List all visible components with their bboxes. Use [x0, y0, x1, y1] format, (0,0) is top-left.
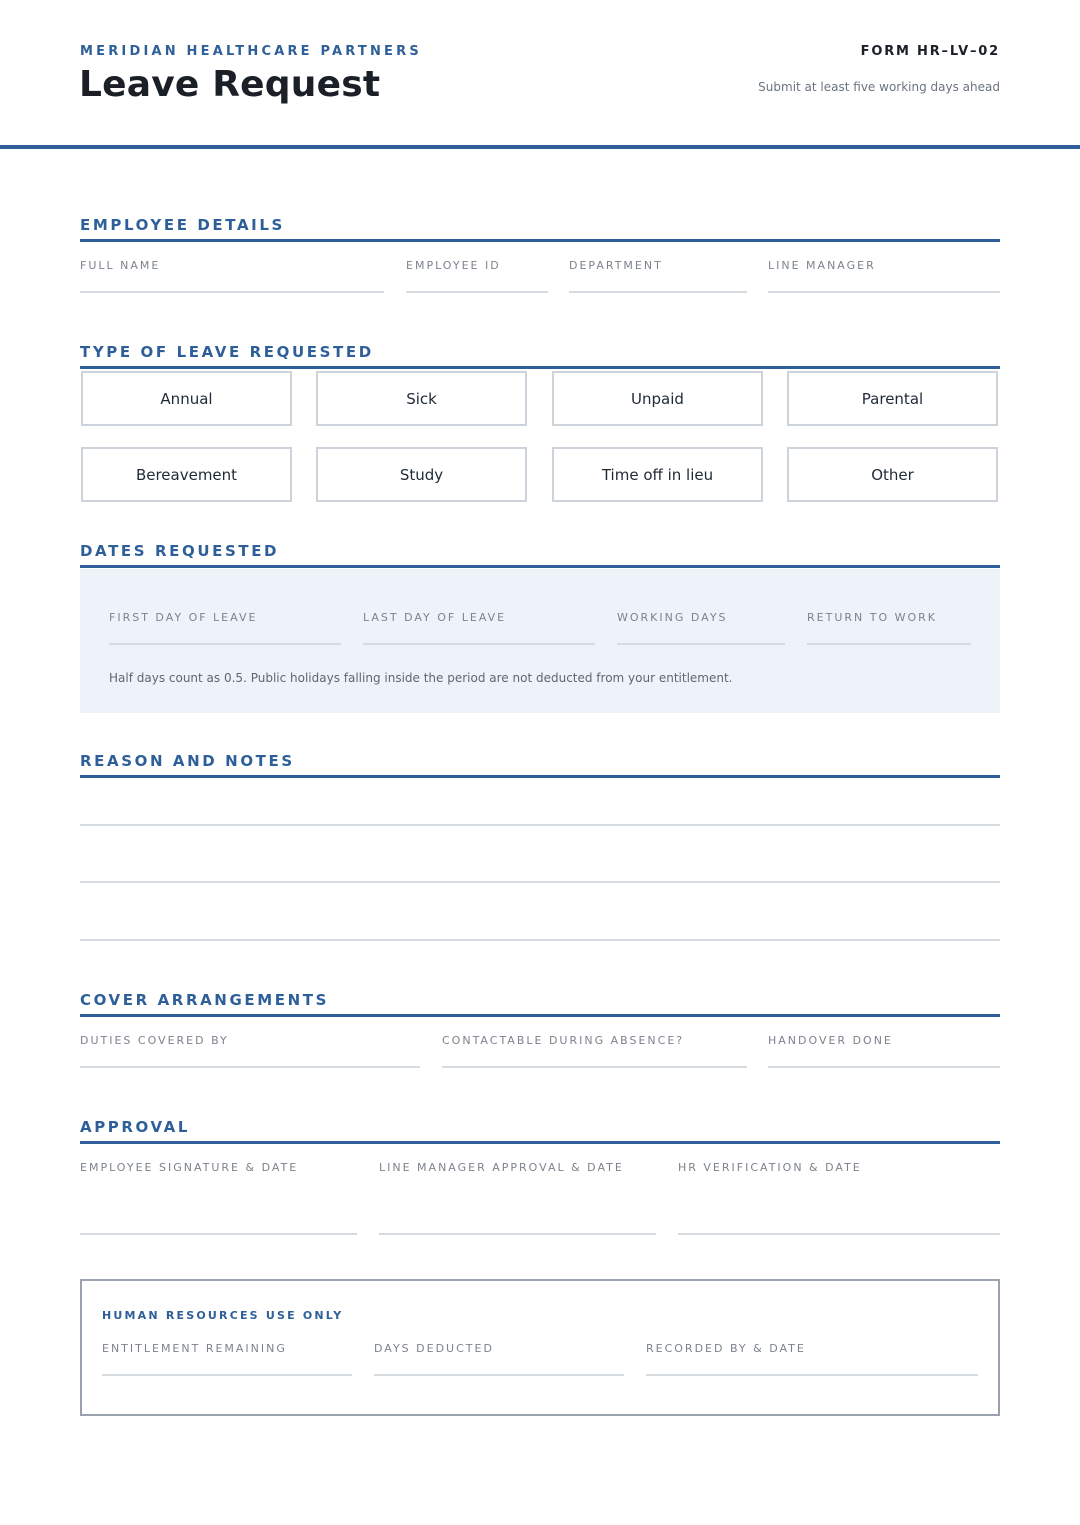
field-label: FULL NAME	[80, 259, 161, 272]
section-divider	[80, 775, 1000, 778]
header-divider	[0, 145, 1080, 149]
field-label: EMPLOYEE ID	[406, 259, 501, 272]
field-label: CONTACTABLE DURING ABSENCE?	[442, 1034, 685, 1047]
reason-writing-line[interactable]	[80, 939, 1000, 941]
input-line	[646, 1374, 978, 1376]
dates-panel	[80, 569, 1000, 713]
input-line	[363, 643, 595, 645]
reason-writing-line[interactable]	[80, 881, 1000, 883]
field-label: RECORDED BY & DATE	[646, 1342, 806, 1355]
field-label: WORKING DAYS	[617, 611, 728, 624]
input-line	[102, 1374, 352, 1376]
field-label: DAYS DEDUCTED	[374, 1342, 494, 1355]
input-line	[617, 643, 785, 645]
section-title-approval: APPROVAL	[80, 1118, 191, 1136]
leave-option-unpaid[interactable]: Unpaid	[552, 371, 763, 426]
signature-line	[80, 1233, 357, 1235]
return-to-work-field[interactable]	[807, 611, 971, 624]
manager-approval-field[interactable]	[379, 1161, 656, 1174]
hr-verification-field[interactable]	[678, 1161, 1000, 1174]
leave-option-toil[interactable]: Time off in lieu	[552, 447, 763, 502]
duties-covered-by-field[interactable]	[80, 1034, 420, 1047]
field-label: LAST DAY OF LEAVE	[363, 611, 507, 624]
leave-option-bereavement[interactable]: Bereavement	[81, 447, 292, 502]
line-manager-field[interactable]	[768, 259, 1000, 272]
section-divider	[80, 1014, 1000, 1017]
employee-signature-field[interactable]	[80, 1161, 357, 1174]
input-line	[442, 1066, 747, 1068]
section-title-employee-details: EMPLOYEE DETAILS	[80, 216, 285, 234]
form-header	[0, 0, 1080, 146]
form-code: FORM HR–LV–02	[860, 44, 1000, 59]
field-label: ENTITLEMENT REMAINING	[102, 1342, 287, 1355]
leave-option-annual[interactable]: Annual	[81, 371, 292, 426]
input-line	[406, 291, 548, 293]
input-line	[768, 291, 1000, 293]
days-deducted-field[interactable]	[374, 1342, 624, 1355]
input-line	[109, 643, 341, 645]
field-label: LINE MANAGER APPROVAL & DATE	[379, 1161, 624, 1174]
leave-option-parental[interactable]: Parental	[787, 371, 998, 426]
section-divider	[80, 366, 1000, 369]
input-line	[80, 291, 384, 293]
entitlement-remaining-field[interactable]	[102, 1342, 352, 1355]
section-title-dates: DATES REQUESTED	[80, 542, 280, 560]
employee-id-field[interactable]	[406, 259, 548, 272]
input-line	[807, 643, 971, 645]
first-day-field[interactable]	[109, 611, 341, 624]
organization-name: MERIDIAN HEALTHCARE PARTNERS	[80, 44, 422, 59]
input-line	[569, 291, 747, 293]
leave-option-study[interactable]: Study	[316, 447, 527, 502]
full-name-field[interactable]	[80, 259, 384, 272]
section-divider	[80, 1141, 1000, 1144]
leave-option-other[interactable]: Other	[787, 447, 998, 502]
section-title-reason: REASON AND NOTES	[80, 752, 295, 770]
field-label: HANDOVER DONE	[768, 1034, 893, 1047]
signature-line	[678, 1233, 1000, 1235]
input-line	[80, 1066, 420, 1068]
section-title-cover: COVER ARRANGEMENTS	[80, 991, 329, 1009]
field-label: DEPARTMENT	[569, 259, 663, 272]
field-label: RETURN TO WORK	[807, 611, 937, 624]
submit-note: Submit at least five working days ahead	[758, 80, 1000, 94]
input-line	[374, 1374, 624, 1376]
signature-line	[379, 1233, 656, 1235]
field-label: LINE MANAGER	[768, 259, 876, 272]
hr-use-only-box	[80, 1279, 1000, 1416]
field-label: DUTIES COVERED BY	[80, 1034, 229, 1047]
department-field[interactable]	[569, 259, 747, 272]
recorded-by-field[interactable]	[646, 1342, 978, 1355]
section-divider	[80, 239, 1000, 242]
field-label: EMPLOYEE SIGNATURE & DATE	[80, 1161, 299, 1174]
contactable-field[interactable]	[442, 1034, 747, 1047]
last-day-field[interactable]	[363, 611, 595, 624]
dates-note: Half days count as 0.5. Public holidays falling inside the period are not deducted from your entitlement.	[109, 671, 733, 685]
reason-writing-line[interactable]	[80, 824, 1000, 826]
leave-option-sick[interactable]: Sick	[316, 371, 527, 426]
section-divider	[80, 565, 1000, 568]
hr-box-title: HUMAN RESOURCES USE ONLY	[102, 1309, 344, 1322]
section-title-leave-type: TYPE OF LEAVE REQUESTED	[80, 343, 374, 361]
handover-done-field[interactable]	[768, 1034, 1000, 1047]
working-days-field[interactable]	[617, 611, 785, 624]
field-label: FIRST DAY OF LEAVE	[109, 611, 258, 624]
input-line	[768, 1066, 1000, 1068]
page-title: Leave Request	[79, 64, 381, 105]
field-label: HR VERIFICATION & DATE	[678, 1161, 862, 1174]
